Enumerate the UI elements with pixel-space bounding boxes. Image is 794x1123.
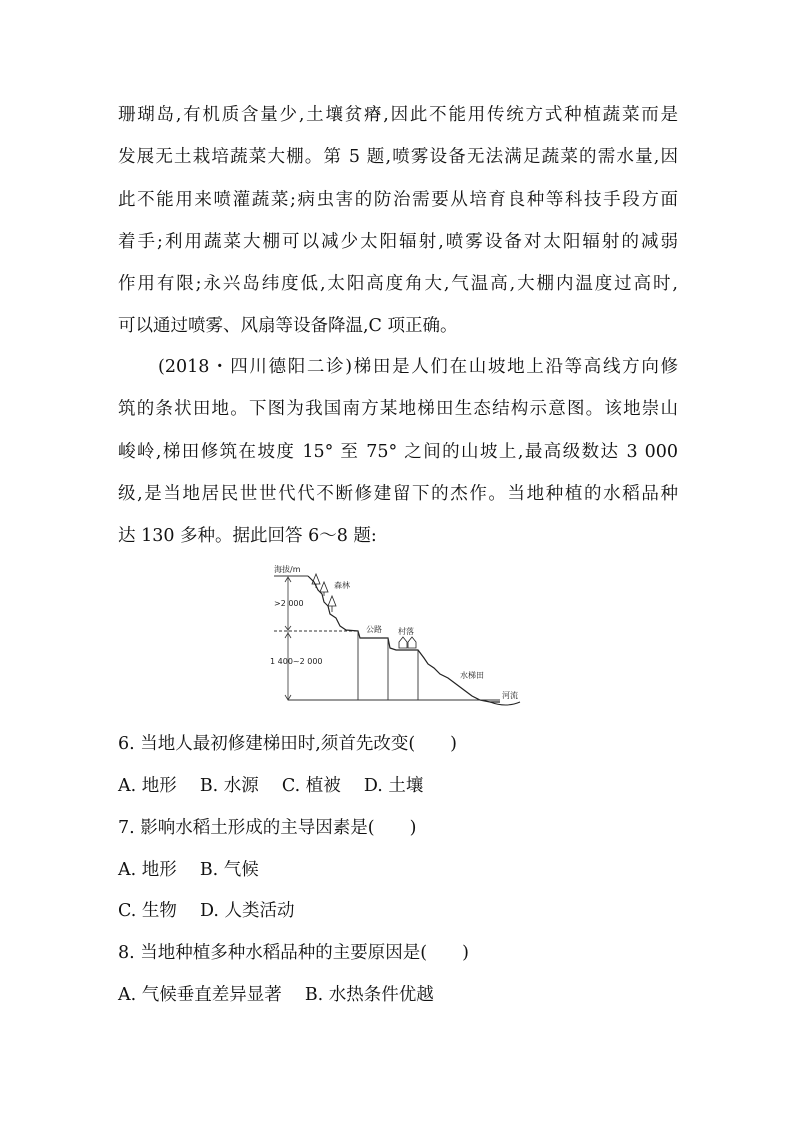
- text-line: 发展无土栽培蔬菜大棚。第 5 题,喷雾设备无法满足蔬菜的需水量,因: [118, 147, 678, 168]
- road-label: 公路: [366, 625, 382, 634]
- question-intro-paragraph: [118, 346, 678, 557]
- question-6-options: A. 地形 B. 水源 C. 植被 D. 土壤: [118, 776, 424, 796]
- lower-zone-label: 1 400~2 000: [270, 657, 323, 666]
- text-line: 级,是当地居民世世代代不断修建留下的杰作。当地种植的水稻品种: [118, 483, 678, 504]
- question-6-stem: 6. 当地人最初修建梯田时,须首先改变( ): [118, 734, 457, 754]
- question-7-options: C. 生物 D. 人类活动: [118, 901, 295, 921]
- y-axis-label: 海拔/m: [274, 565, 301, 574]
- text-line: 着手;利用蔬菜大棚可以减少太阳辐射,喷雾设备对太阳辐射的减弱: [118, 231, 678, 252]
- forest-label: 森林: [334, 581, 350, 590]
- paddy-label: 水梯田: [460, 671, 484, 680]
- question-7-options: A. 地形 B. 气候: [118, 860, 259, 880]
- question-8-stem: 8. 当地种植多种水稻品种的主要原因是( ): [118, 943, 469, 963]
- house-icon: [399, 637, 407, 648]
- question-7-stem: 7. 影响水稻土形成的主导因素是( ): [118, 818, 417, 838]
- terrain-profile: [308, 576, 500, 702]
- text-line: 珊瑚岛,有机质含量少,土壤贫瘠,因此不能用传统方式种植蔬菜而是: [118, 105, 678, 125]
- upper-zone-label: >2 000: [274, 599, 304, 608]
- terrace-ecology-diagram: [268, 560, 528, 710]
- text-line: (2018・四川德阳二诊)梯田是人们在山坡地上沿等高线方向修: [158, 357, 678, 377]
- text-line: 达 130 多种。据此回答 6～8 题:: [118, 526, 377, 547]
- explanation-paragraph: [118, 94, 678, 348]
- house-icon: [408, 637, 416, 648]
- tree-icon: [312, 574, 320, 588]
- text-line: 作用有限;永兴岛纬度低,太阳高度角大,气温高,大棚内温度过高时,: [118, 274, 678, 295]
- text-line: 峻岭,梯田修筑在坡度 15° 至 75° 之间的山坡上,最高级数达 3 000: [118, 441, 678, 462]
- village-label: 村落: [398, 627, 414, 636]
- river-label: 河流: [502, 691, 518, 700]
- text-line: 筑的条状田地。下图为我国南方某地梯田生态结构示意图。该地崇山: [118, 399, 678, 420]
- question-8-options: A. 气候垂直差异显著 B. 水热条件优越: [118, 985, 434, 1005]
- text-line: 此不能用来喷灌蔬菜;病虫害的防治需要从培育良种等科技手段方面: [118, 189, 678, 210]
- text-line: 可以通过喷雾、风扇等设备降温,C 项正确。: [118, 316, 458, 337]
